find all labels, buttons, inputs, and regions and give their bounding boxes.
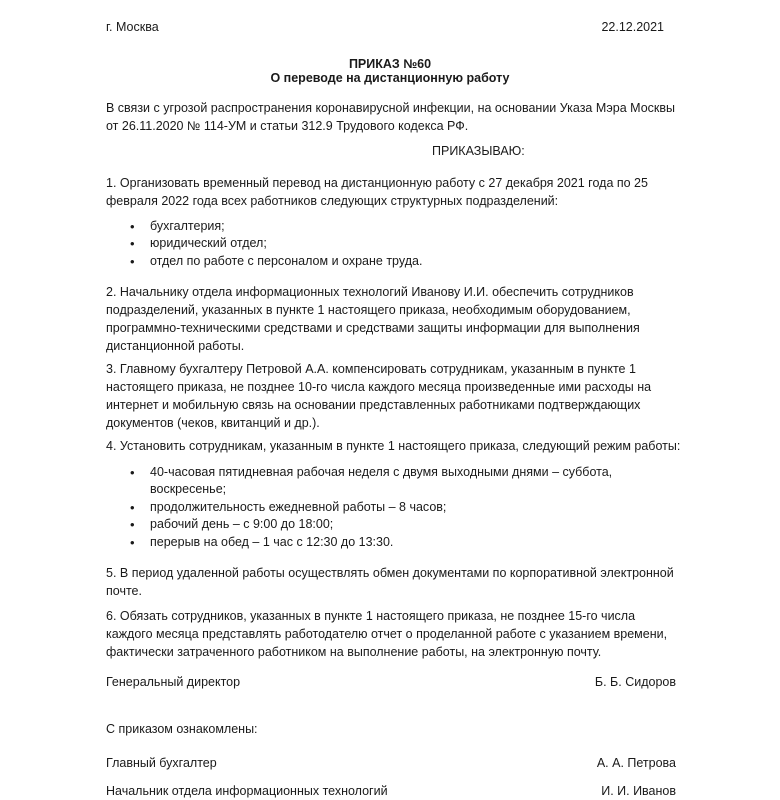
item-5-paragraph: 5. В период удаленной работы осуществлять обмен документами по корпоративной электронной почте.	[106, 566, 674, 598]
order-subtitle: О переводе на дистанционную работу	[270, 71, 510, 85]
list-item: • отдел по работе с персоналом и охране труда.	[150, 253, 670, 270]
city: г. Москва	[106, 20, 159, 34]
acquainted-name: А. А. Петрова	[596, 756, 676, 770]
director-position: Генеральный директор	[106, 675, 241, 689]
director-signature-row	[106, 673, 676, 691]
item-4-paragraph: 4. Установить сотрудникам, указанным в пункте 1 настоящего приказа, следующий режим работы:	[106, 439, 681, 453]
item-1-list	[106, 218, 670, 270]
acquainted-position: Начальник отдела информационных технологий	[106, 784, 388, 798]
acquainted-name: И. И. Иванов	[601, 784, 676, 798]
document-date: 22.12.2021	[601, 20, 664, 34]
list-item: • перерыв на обед – 1 час с 12:30 до 13:30.	[150, 534, 670, 551]
acquainted-label: С приказом ознакомлены:	[106, 722, 258, 736]
list-item: • юридический отдел;	[150, 235, 670, 252]
list-item: • бухгалтерия;	[150, 218, 670, 235]
director-name: Б. Б. Сидоров	[594, 675, 676, 689]
item-1-paragraph: 1. Организовать временный перевод на дистанционную работу с 27 декабря 2021 года по 25 февраля 2022 года всех работников следующих структурных подразделений:	[106, 176, 648, 208]
item-3-paragraph: 3. Главному бухгалтеру Петровой А.А. компенсировать сотрудникам, указанным в пункте 1 настоящего приказа, не позднее 10-го числа каждого месяца произведенные ими расходы на интернет и мобильную связь на основании представленных работниками подтверждающих документов (чеков, квитанций и др.).	[106, 362, 652, 430]
acquainted-row	[106, 754, 676, 772]
list-item: • 40-часовая пятидневная рабочая неделя с двумя выходными днями – суббота, воскресенье;	[150, 464, 670, 499]
preamble-paragraph: В связи с угрозой распространения коронавирусной инфекции, на основании Указа Мэра Москвы от 26.11.2020 № 114-УМ и статьи 312.9 Трудового кодекса РФ.	[106, 101, 676, 133]
order-word: ПРИКАЗЫВАЮ:	[432, 144, 525, 158]
item-6-paragraph: 6. Обязать сотрудников, указанных в пункте 1 настоящего приказа, не позднее 15-го числа каждого месяца представлять работодателю отчет о проделанной работе с указанием времени, фактически затраченного работником на выполнение работы, на электронную почту.	[106, 609, 668, 659]
acquainted-row	[106, 782, 676, 800]
item-4-list	[106, 464, 670, 551]
list-item: • продолжительность ежедневной работы – 8 часов;	[150, 499, 670, 516]
list-item: • рабочий день – с 9:00 до 18:00;	[150, 516, 670, 533]
acquainted-position: Главный бухгалтер	[106, 756, 217, 770]
order-title: ПРИКАЗ №60	[348, 57, 432, 71]
item-2-paragraph: 2. Начальнику отдела информационных технологий Иванову И.И. обеспечить сотрудников подразделений, указанных в пункте 1 настоящего приказа, необходимым оборудованием, программно-техническими средствами и средствами защиты информации для выполнения дистанционной работы.	[106, 285, 640, 353]
